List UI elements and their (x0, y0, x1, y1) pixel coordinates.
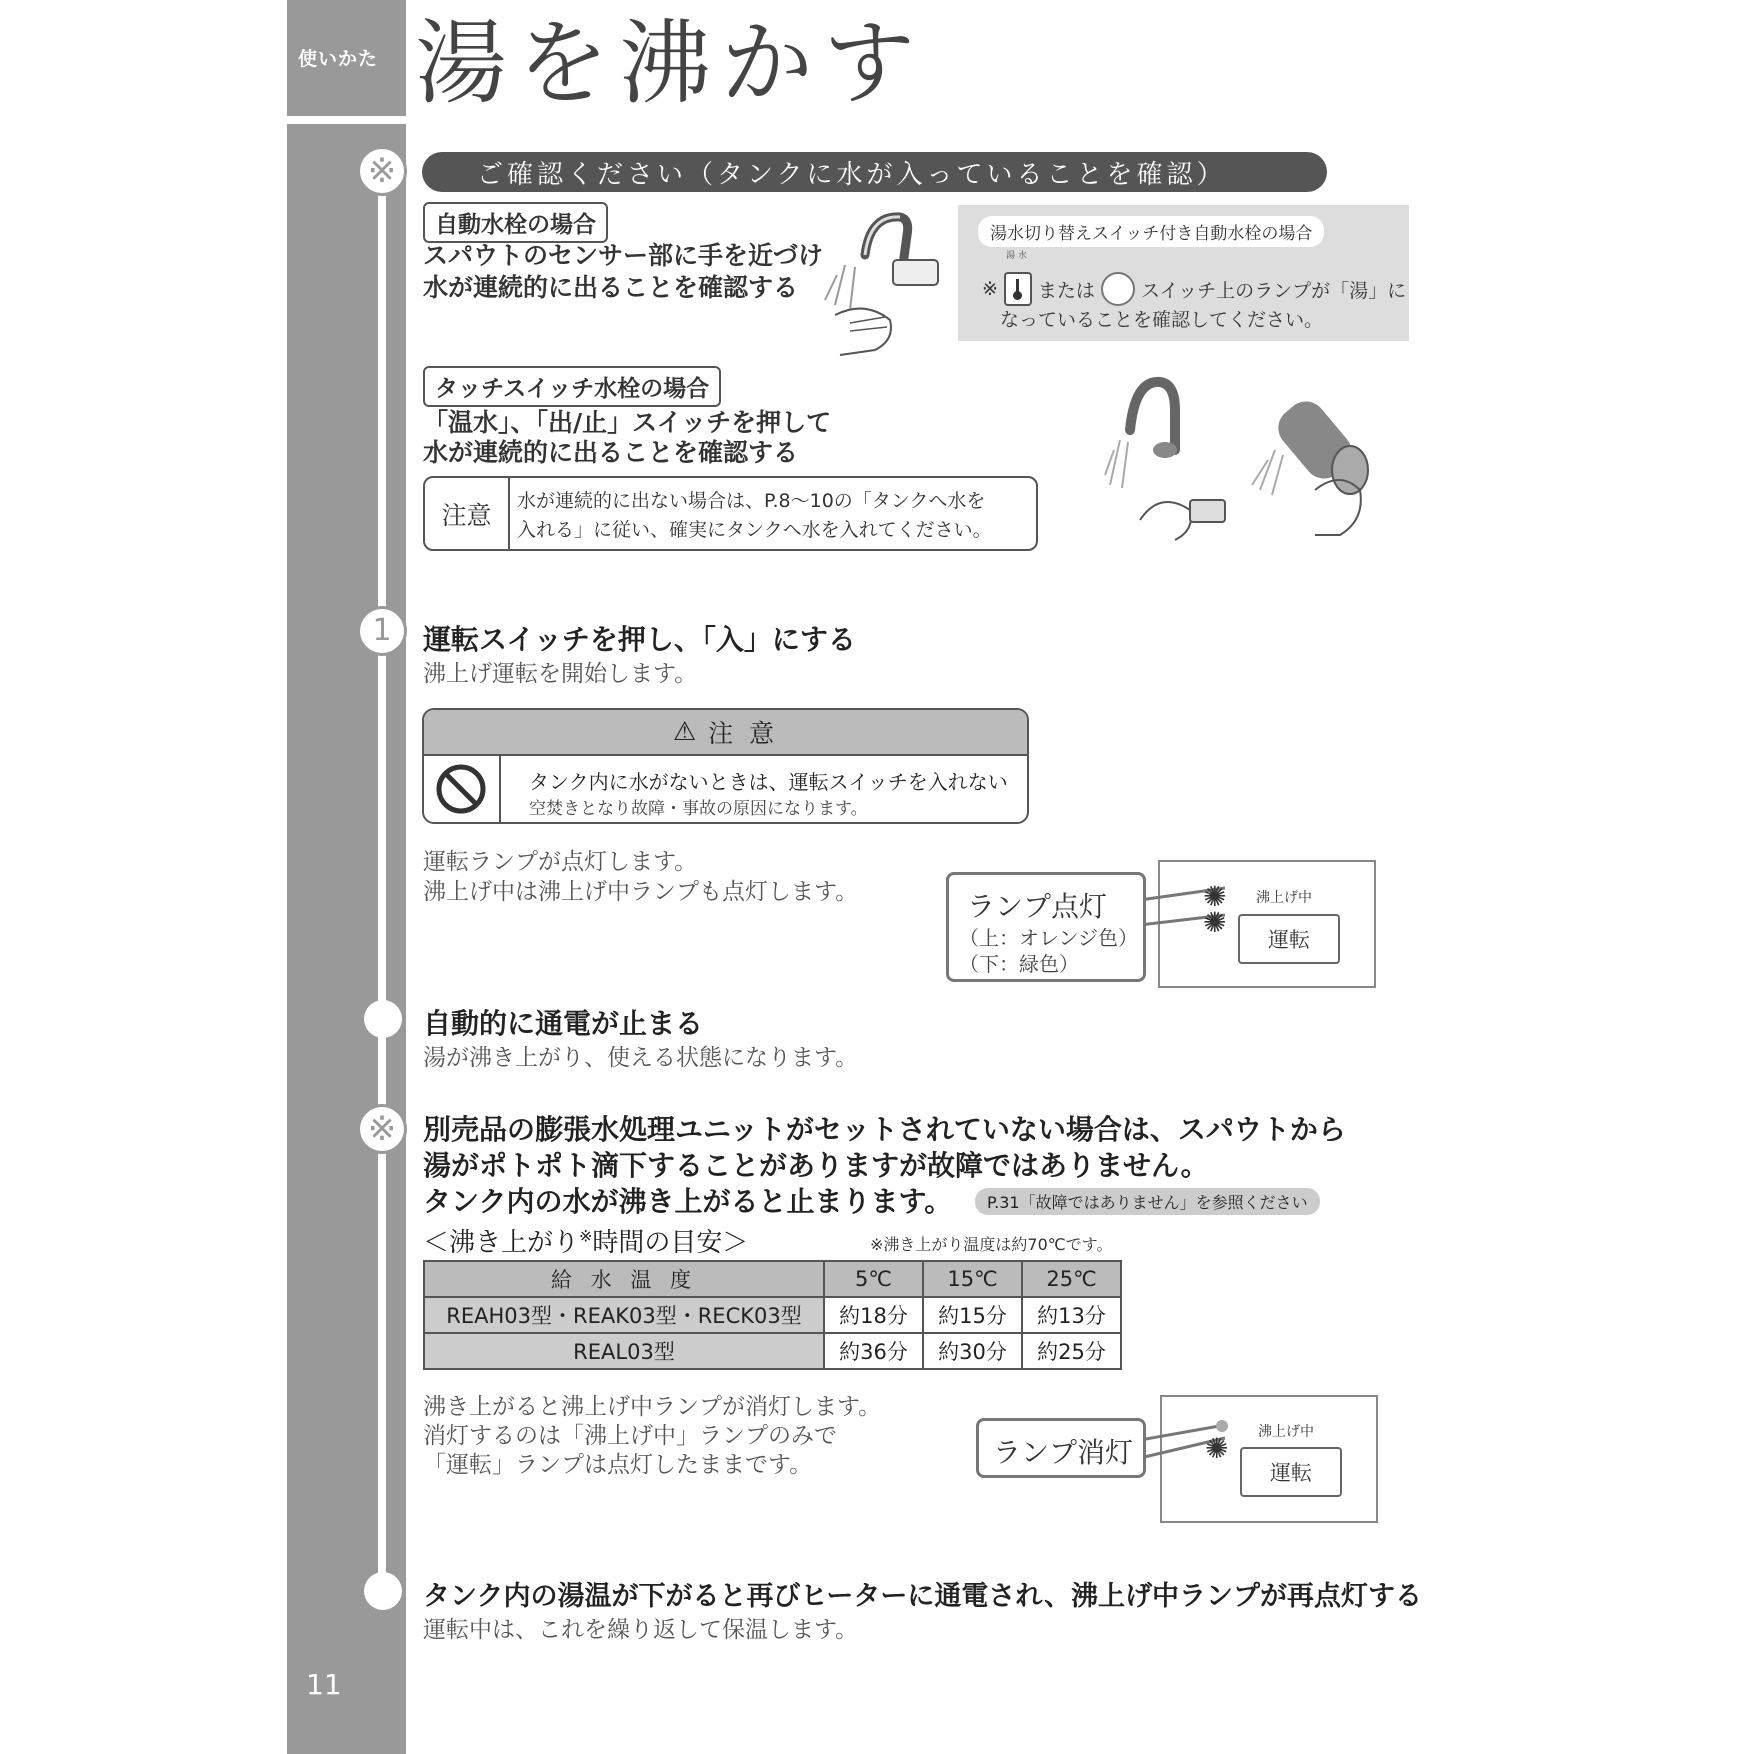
auto-faucet-illustration (815, 205, 955, 360)
sidebar (287, 0, 406, 1754)
caution-title: 注 意 (708, 719, 779, 748)
step-3-sub: 運転中は、これを繰り返して保温します。 (423, 1617, 859, 1643)
table-header-label: 給 水 温 度 (424, 1261, 824, 1297)
auto-faucet-tag: 自動水栓の場合 (423, 202, 608, 243)
table-row (424, 1333, 1121, 1369)
table-row-model: REAL03型 (424, 1333, 824, 1369)
note-marker-icon-2: ※ (357, 1104, 407, 1154)
lamp-off-callout-title: ランプ消灯 (993, 1436, 1134, 1469)
run-button-2[interactable]: 運転 (1240, 1447, 1342, 1497)
lamp-on-callout-title: ランプ点灯 (967, 890, 1108, 923)
page-title: 湯を沸かす (415, 10, 926, 117)
table-cell: 約15分 (923, 1297, 1022, 1333)
caution-header (424, 710, 1027, 756)
table-cell: 約36分 (824, 1333, 923, 1369)
touch-switch-tag: タッチスイッチ水栓の場合 (423, 366, 721, 407)
switch-note-row (982, 272, 1406, 306)
note-2-line-3: タンク内の水が沸き上がると止まります。 (423, 1185, 953, 1218)
sidebar-divider (287, 116, 406, 124)
lamp-off-callout (976, 1418, 1146, 1478)
run-button[interactable]: 運転 (1238, 914, 1340, 964)
caution-box (422, 708, 1029, 824)
auto-faucet-line-2: 水が連続的に出ることを確認する (423, 273, 799, 302)
caution-line-1: タンク内に水がないときは、運転スイッチを入れない (529, 770, 1008, 794)
step-1-sub: 沸上げ運転を開始します。 (423, 661, 698, 687)
note-label: 注意 (425, 478, 510, 549)
boil-time-table (423, 1260, 1122, 1370)
lamp-off-text-1: 沸き上がると沸上げ中ランプが消灯します。 (423, 1394, 882, 1420)
lamp-on-callout-line-1: （上：オレンジ色） (959, 926, 1138, 950)
warning-triangle-icon: ⚠ (672, 717, 701, 747)
thermometer-icon (1004, 272, 1032, 306)
lamp-orange-icon: ✺ (1203, 880, 1227, 913)
switch-faucet-tag: 湯水切り替えスイッチ付き自動水栓の場合 (978, 216, 1324, 247)
table-cell: 約18分 (824, 1297, 923, 1333)
section-label: 使いかた (298, 48, 379, 70)
table-cell: 約13分 (1022, 1297, 1121, 1333)
step-2-marker (364, 1000, 402, 1038)
icon-label: 湯 水 (1006, 251, 1027, 261)
step-2-heading: 自動的に通電が止まる (423, 1007, 704, 1040)
table-header-15c: 15℃ (923, 1261, 1022, 1297)
caution-icon-cell (424, 756, 501, 822)
step-3-marker (364, 1572, 402, 1610)
touch-switch-line-2: 水が連続的に出ることを確認する (423, 438, 799, 467)
lamp-on-callout (946, 872, 1146, 982)
lamp-off-text-2: 消灯するのは「沸上げ中」ランプのみで (423, 1423, 837, 1449)
table-cell: 約30分 (923, 1333, 1022, 1369)
lamp-on-panel-label: 沸上げ中 (1256, 890, 1312, 906)
step-1-marker: 1 (357, 606, 407, 656)
hot-cold-switch-icon (1101, 272, 1135, 306)
lamp-on-text-1: 運転ランプが点灯します。 (423, 849, 698, 875)
lamp-off-orange-icon (1216, 1420, 1228, 1432)
table-title-b: 時間の目安＞ (592, 1228, 749, 1258)
switch-note-line-2: なっていることを確認してください。 (1000, 309, 1324, 331)
table-title-mark: ※ (579, 1226, 593, 1246)
timeline-line (378, 160, 386, 1600)
confirm-banner: ご確認ください（タンクに水が入っていることを確認） (422, 152, 1327, 192)
page-number: 11 (306, 1668, 342, 1701)
table-row-model: REAH03型・REAK03型・RECK03型 (424, 1297, 824, 1333)
touch-switch-line-1: 「温水」、「出/止」スイッチを押して (423, 408, 832, 437)
note-mark: ※ (982, 278, 998, 300)
lamp-on-callout-line-2: （下：緑色） (959, 952, 1079, 976)
switch-note-end: スイッチ上のランプが「湯」に (1140, 279, 1407, 302)
table-header-25c: 25℃ (1022, 1261, 1121, 1297)
prohibited-icon (424, 756, 499, 822)
note-2-line-1: 別売品の膨張水処理ユニットがセットされていない場合は、スパウトから (423, 1113, 1346, 1146)
table-footnote: ※沸き上がり温度は約70℃です。 (870, 1235, 1113, 1254)
note-marker-icon: ※ (357, 146, 407, 196)
note-line-2: 入れる」に従い、確実にタンクへ水を入れてください。 (517, 519, 992, 541)
caution-line-2: 空焚きとなり故障・事故の原因になります。 (529, 799, 868, 819)
note-box (423, 476, 1038, 551)
note-2-line-2: 湯がポトポト滴下することがありますが故障ではありません。 (423, 1149, 1209, 1182)
table-title (423, 1222, 748, 1259)
table-cell: 約25分 (1022, 1333, 1121, 1369)
lamp-on-green-icon: ✺ (1205, 1432, 1229, 1465)
table-row (424, 1297, 1121, 1333)
table-header-row (424, 1261, 1121, 1297)
touch-faucet-illustration (1100, 370, 1410, 550)
lamp-off-panel-label: 沸上げ中 (1258, 1424, 1314, 1440)
step-3-heading: タンク内の湯温が下がると再びヒーターに通電され、沸上げ中ランプが再点灯する (423, 1581, 1422, 1612)
reference-link[interactable]: P.31「故障ではありません」を参照ください (975, 1188, 1320, 1215)
lamp-green-icon: ✺ (1203, 906, 1227, 939)
table-header-5c: 5℃ (824, 1261, 923, 1297)
lamp-on-text-2: 沸上げ中は沸上げ中ランプも点灯します。 (423, 879, 859, 905)
note-line-1: 水が連続的に出ない場合は、P.8～10の「タンクへ水を (517, 490, 986, 512)
auto-faucet-line-1: スパウトのセンサー部に手を近づけ (423, 241, 824, 270)
step-1-heading: 運転スイッチを押し、「入」にする (423, 623, 856, 656)
switch-note-mid: または (1037, 279, 1095, 302)
lamp-off-text-3: 「運転」ランプは点灯したままです。 (423, 1452, 813, 1478)
step-2-sub: 湯が沸き上がり、使える状態になります。 (423, 1045, 859, 1071)
table-title-a: ＜沸き上がり (423, 1228, 580, 1258)
